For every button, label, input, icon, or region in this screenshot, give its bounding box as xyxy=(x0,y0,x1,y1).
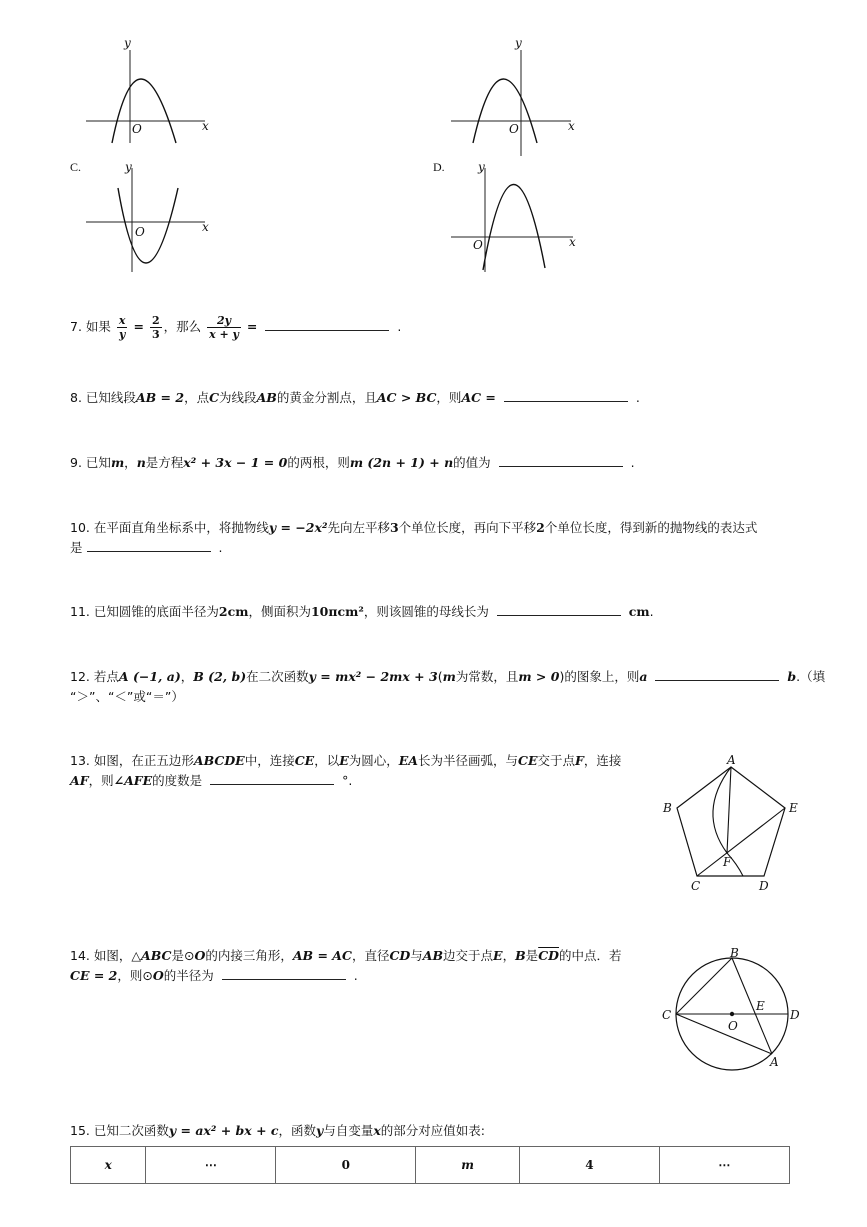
question-12-line-2: “＞”、“＜”或“＝”） xyxy=(70,689,184,704)
answer-blank[interactable] xyxy=(265,318,389,331)
point-c-label: C xyxy=(691,879,701,893)
table-cell: 0 xyxy=(276,1147,416,1184)
answer-blank[interactable] xyxy=(497,603,621,616)
answer-blank[interactable] xyxy=(210,772,334,785)
point-a-label: A xyxy=(727,753,736,767)
answer-blank[interactable] xyxy=(504,389,628,402)
y-axis-label: y xyxy=(478,160,485,174)
option-b-graph xyxy=(445,36,585,160)
origin-label: O xyxy=(509,122,519,136)
point-e-label: E xyxy=(756,999,765,1013)
point-a-label: A xyxy=(770,1055,779,1069)
table-cell: ⋯ xyxy=(659,1147,789,1184)
x-axis-label: x xyxy=(568,119,575,133)
x-axis-label: x xyxy=(202,119,209,133)
fraction-2y-over-x-plus-y: $\frac{2y}{x + y}$ xyxy=(209,314,239,341)
option-a-graph xyxy=(80,36,220,150)
pentagon-figure xyxy=(655,750,810,895)
answer-blank[interactable] xyxy=(655,668,779,681)
question-15: 15. 已知二次函数y = ax² + bx + c，函数y与自变量x的部分对应值如表: xyxy=(70,1123,485,1138)
question-10-line-2: 是 . xyxy=(70,540,223,555)
arc-cd: $\overline{CD}$ xyxy=(538,948,559,963)
option-d-label: D. xyxy=(433,160,445,174)
point-b-label: B xyxy=(663,801,672,815)
y-axis-label: y xyxy=(515,36,522,50)
point-f-label: F xyxy=(723,855,732,869)
option-d-graph xyxy=(445,160,585,278)
option-c-label: C. xyxy=(70,160,82,174)
question-7: 7. 如果 $\frac{x}{y}$ = $\frac{2}{3}$ ，那么 $\frac{2y}{x + y}$ = . xyxy=(70,314,402,341)
point-d-label: D xyxy=(790,1008,800,1022)
question-14-line-2: CE = 2，则⊙O的半径为 . xyxy=(70,968,358,983)
origin-label: O xyxy=(135,225,145,239)
table-cell: x xyxy=(71,1147,146,1184)
question-8: 8. 已知线段AB = 2，点C为线段AB的黄金分割点，且AC > BC，则AC = . xyxy=(70,390,640,405)
y-axis-label: y xyxy=(124,36,131,50)
table-row xyxy=(71,1147,790,1184)
answer-blank[interactable] xyxy=(499,454,623,467)
y-axis-label: y xyxy=(125,160,132,174)
table-cell: m xyxy=(416,1147,520,1184)
x-axis-label: x xyxy=(202,220,209,234)
point-b-label: B xyxy=(730,946,739,960)
origin-label: O xyxy=(473,238,483,252)
table-cell: ⋯ xyxy=(146,1147,276,1184)
answer-blank[interactable] xyxy=(222,967,346,980)
answer-blank[interactable] xyxy=(87,539,211,552)
circle-figure xyxy=(660,942,810,1077)
point-e-label: E xyxy=(789,801,798,815)
point-c-label: C xyxy=(662,1008,672,1022)
question-13: 13. 如图，在正五边形ABCDE中，连接CE，以E为圆心，EA长为半径画弧，与CE交于点F，连接 xyxy=(70,753,622,768)
table-cell: 4 xyxy=(520,1147,660,1184)
question-14: 14. 如图，△ABC是⊙O的内接三角形，AB = AC，直径CD与AB边交于点E，B是$\overline{CD}$的中点．若 xyxy=(70,948,622,963)
fraction-x-over-y: $\frac{x}{y}$ xyxy=(118,314,126,341)
question-11: 11. 已知圆锥的底面半径为2cm，侧面积为10πcm²，则该圆锥的母线长为 cm. xyxy=(70,604,654,619)
question-10: 10. 在平面直角坐标系中，将抛物线y = −2x²先向左平移3个单位长度，再向下平移2个单位长度，得到新的抛物线的表达式 xyxy=(70,520,758,535)
origin-label: O xyxy=(132,122,142,136)
value-table xyxy=(70,1146,790,1184)
x-axis-label: x xyxy=(569,235,576,249)
point-d-label: D xyxy=(759,879,769,893)
point-o-label: O xyxy=(728,1019,738,1033)
option-c-graph xyxy=(80,160,220,278)
question-13-line-2: AF，则∠AFE的度数是 °. xyxy=(70,773,353,788)
question-12: 12. 若点A (−1, a)，B (2, b)在二次函数y = mx² − 2mx + 3(m为常数，且m > 0)的图象上，则a b.（填 xyxy=(70,669,826,684)
fraction-two-thirds: $\frac{2}{3}$ xyxy=(151,314,160,341)
question-9: 9. 已知m，n是方程x² + 3x − 1 = 0的两根，则m (2n + 1) + n的值为 . xyxy=(70,455,635,470)
